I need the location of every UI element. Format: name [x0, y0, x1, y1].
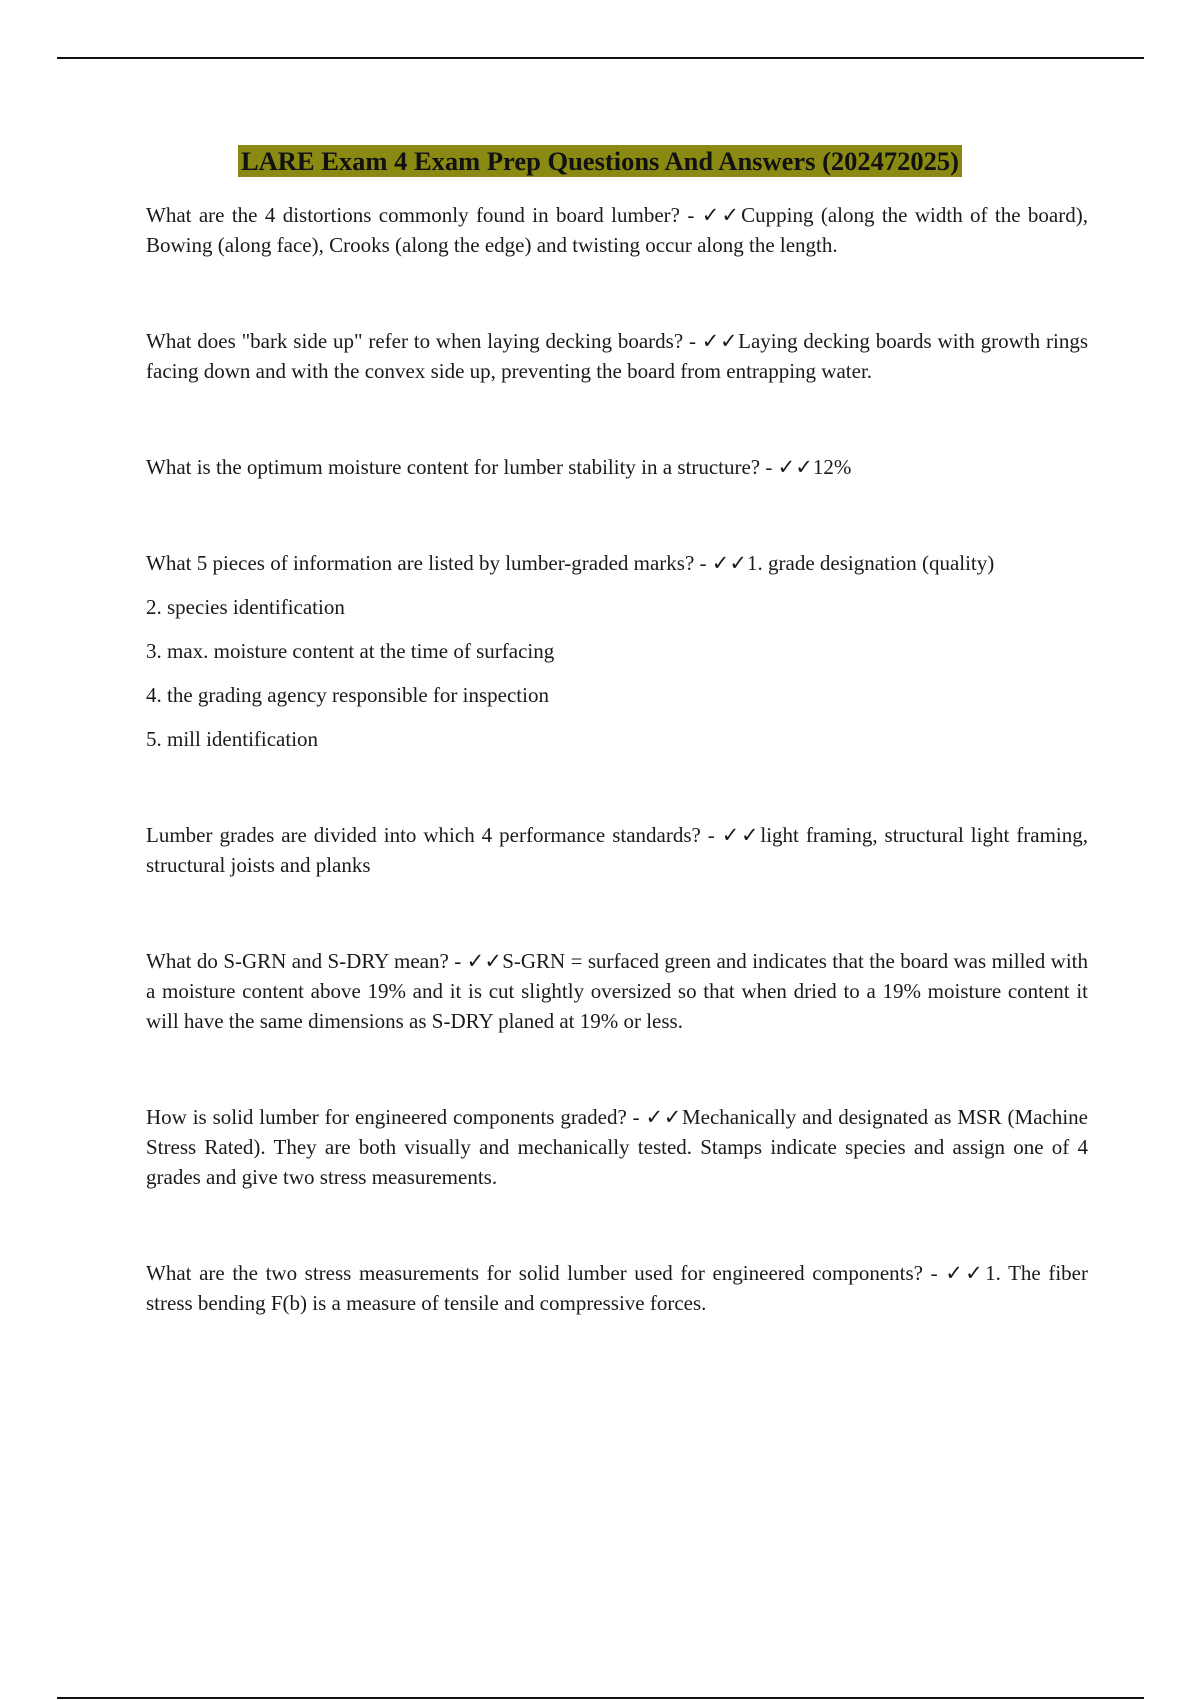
answer-text: Laying decking boards with growth rings facing down and with the convex side up, preventing the board from entrapping water. [146, 329, 1088, 383]
qa-entry [146, 326, 1088, 386]
qa-list [146, 200, 1088, 1318]
check-icon: ✓✓ [701, 329, 739, 353]
list-item: 5. mill identification [146, 727, 319, 751]
separator: - [626, 1105, 646, 1129]
question-text: What are the two stress measurements for solid lumber used for engineered components? [146, 1261, 924, 1285]
document-title: LARE Exam 4 Exam Prep Questions And Answers (202472025) [238, 145, 962, 177]
check-icon: ✓✓ [721, 823, 761, 847]
qa-entry [146, 548, 1088, 578]
header-rule [57, 57, 1144, 59]
separator: - [694, 551, 712, 575]
title-block [0, 145, 1200, 177]
check-icon: ✓✓ [711, 551, 747, 575]
list-item: 2. species identification [146, 595, 345, 619]
answer-text: S-GRN = surfaced green and indicates that the board was milled with a moisture content above 19% and it is cut slightly oversized so that when dried to a 19% moisture content it will have the same dimensions as S-DRY planed at 19% or less. [146, 949, 1088, 1033]
qa-entry [146, 1102, 1088, 1192]
qa-entry [146, 200, 1088, 260]
check-icon: ✓✓ [777, 455, 813, 479]
question-text: Lumber grades are divided into which 4 performance standards? [146, 823, 701, 847]
check-icon: ✓✓ [945, 1261, 986, 1285]
list-item: 4. the grading agency responsible for inspection [146, 683, 549, 707]
qa-entry [146, 946, 1088, 1036]
qa-entry [146, 820, 1088, 880]
question-text: What are the 4 distortions commonly found in board lumber? [146, 203, 680, 227]
answer-text: 12% [812, 455, 852, 479]
answer-text: Mechanically and designated as MSR (Machine Stress Rated). They are both visually and mechanically tested. Stamps indicate species and assign one of 4 grades and give two stress measurements. [146, 1105, 1089, 1189]
question-text: What does "bark side up" refer to when laying decking boards? [146, 329, 684, 353]
check-icon: ✓✓ [466, 949, 503, 973]
separator: - [679, 203, 702, 227]
list-item: 3. max. moisture content at the time of surfacing [146, 639, 555, 663]
qa-entry [146, 452, 1088, 482]
check-icon: ✓✓ [701, 203, 742, 227]
qa-entry [146, 1258, 1088, 1318]
question-text: What 5 pieces of information are listed by lumber-graded marks? [146, 551, 695, 575]
answer-text: 1. The fiber stress bending F(b) is a measure of tensile and compressive forces. [146, 1261, 1088, 1315]
answer-text: Cupping (along the width of the board), Bowing (along face), Crooks (along the edge) and twisting occur along the length. [146, 203, 1088, 257]
question-text: How is solid lumber for engineered components graded? [146, 1105, 627, 1129]
answer-text: light framing, structural light framing, structural joists and planks [146, 823, 1088, 877]
separator: - [683, 329, 702, 353]
footer-rule [57, 1697, 1144, 1699]
question-text: What do S-GRN and S-DRY mean? [146, 949, 449, 973]
separator: - [448, 949, 467, 973]
separator: - [760, 455, 778, 479]
check-icon: ✓✓ [645, 1105, 682, 1129]
answer-text: 1. grade designation (quality) [747, 551, 995, 575]
question-text: What is the optimum moisture content for lumber stability in a structure? [146, 455, 761, 479]
separator: - [700, 823, 722, 847]
separator: - [923, 1261, 946, 1285]
